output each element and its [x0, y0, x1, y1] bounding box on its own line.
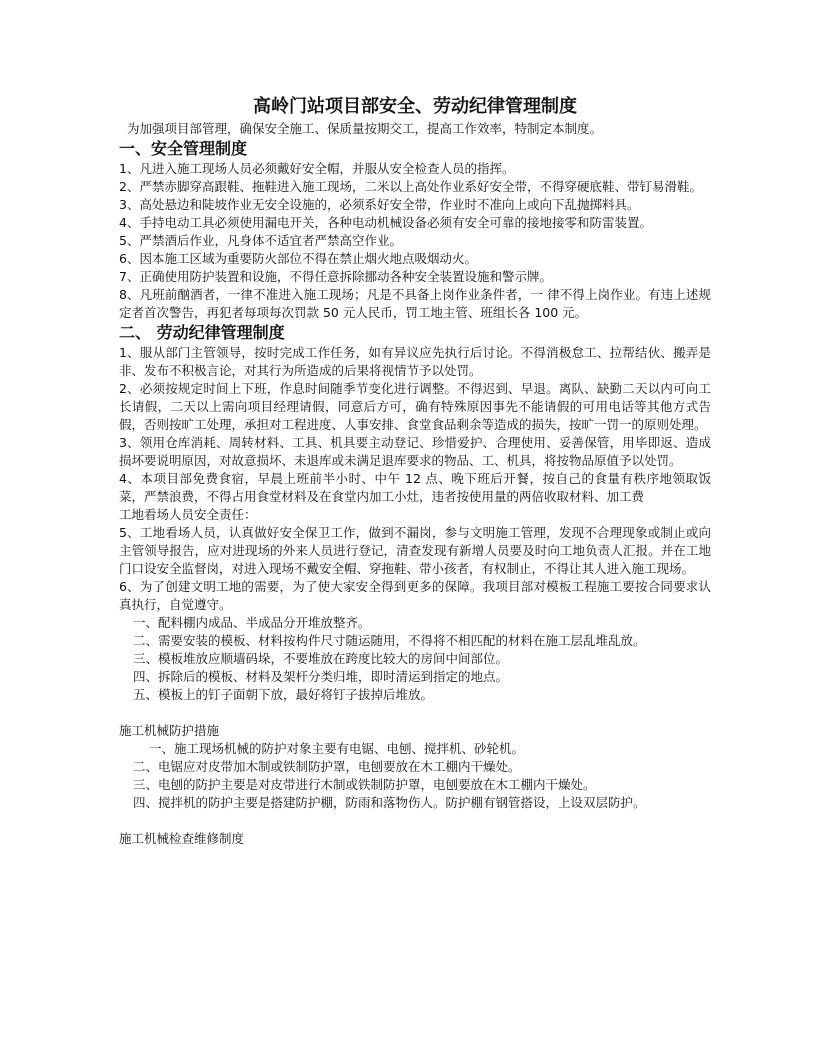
safety-rule: 3、高处悬边和陡坡作业无安全设施的，必须系好安全带，作业时不准向上或向下乱抛掷料具。 — [119, 197, 640, 212]
safety-rule: 8、凡班前酗酒者，一律不准进入施工现场；凡是不具备上岗作业条件者，一 律不得上岗作业。有违上述规定者首次警告，再犯者每项每次罚款 50 元人民币，罚工地主管、班组长各 100 元。 — [119, 287, 711, 320]
blank-line — [119, 812, 711, 830]
safety-rule: 4、手持电动工具必须使用漏电开关，各种电动机械设备必须有安全可靠的接地接零和防雷装置。 — [119, 215, 652, 230]
document-title: 高岭门站项目部安全、劳动纪律管理制度 — [253, 96, 577, 117]
machinery-protection-heading: 施工机械防护措施 — [119, 723, 220, 738]
safety-rule: 5、严禁酒后作业，凡身体不适宜者严禁高空作业。 — [119, 233, 402, 248]
labor-rule: 3、领用仓库消耗、周转材料、工具、机具要主动登记、珍惜爱护、合理使用、妥善保管，用毕即返、造成损坏要说明原因，对故意损坏、未退库或未满足退库要求的物品、工、机具，将按物品原值予以处罚。 — [119, 435, 711, 468]
blank-line — [119, 704, 711, 722]
formwork-rule: 二、需要安装的模板、材料按构件尺寸随运随用，不得将不相匹配的材料在施工层乱堆乱放。 — [133, 633, 646, 648]
labor-rule: 2、必须按规定时间上下班，作息时间随季节变化进行调整。不得迟到、早退。离队、缺勤二天以内可向工长请假，二天以上需向项目经理请假，同意后方可，确有特殊原因事先不能请假的可用电话等其他方式告假，否则按旷工处理，承担对工程进度、人事安排、食堂食品剩余等造成的损失，按旷一罚一的原则处理。 — [119, 381, 711, 432]
safety-rule: 2、严禁赤脚穿高跟鞋、拖鞋进入施工现场，二米以上高处作业系好安全带，不得穿硬底鞋、带钉易滑鞋。 — [119, 179, 702, 194]
machinery-protection-item: 三、电刨的防护主要是对皮带进行木制或铁制防护罩，电刨要放在木工棚内干燥处。 — [133, 777, 596, 792]
labor-rule: 5、工地看场人员，认真做好安全保卫工作，做到不漏岗，参与文明施工管理，发现不合理现象或制止或向主管领导报告，应对进现场的外来人员进行登记，清查发现有新增人员要及时向工地负责人汇报。并在工地门口设安全监督岗，对进入现场不戴安全帽、穿拖鞋、带小孩者，有权制止，不得让其人进入施工现场。 — [119, 525, 711, 576]
section-heading-labor: 二、 劳动纪律管理制度 — [119, 323, 285, 342]
formwork-rule: 一、配料棚内成品、半成品分开堆放整齐。 — [133, 615, 371, 630]
safety-rule: 7、正确使用防护装置和设施，不得任意拆除挪动各种安全装置设施和警示牌。 — [119, 269, 552, 284]
machinery-protection-item: 四、搅拌机的防护主要是搭建防护棚，防雨和落物伤人。防护棚有钢管搭设，上设双层防护。 — [133, 795, 646, 810]
safety-rule: 6、因本施工区域为重要防火部位不得在禁止烟火地点吸烟动火。 — [119, 251, 477, 266]
machinery-protection-item: 二、电锯应对皮带加木制或铁制防护罩，电刨要放在木工棚内干燥处。 — [133, 759, 521, 774]
machinery-protection-item: 一、施工现场机械的防护对象主要有电锯、电刨、搅拌机、砂轮机。 — [149, 741, 525, 756]
section-heading-safety: 一、安全管理制度 — [119, 139, 248, 158]
safety-rule: 1、凡进入施工现场人员必须戴好安全帽，并服从安全检查人员的指挥。 — [119, 161, 515, 176]
labor-rule: 6、为了创建文明工地的需要，为了使大家安全得到更多的保障。我项目部对模板工程施工要按合同要求认真执行，自觉遵守。 — [119, 579, 711, 612]
machinery-maintenance-heading: 施工机械检查维修制度 — [119, 831, 245, 846]
labor-rule: 1、服从部门主管领导，按时完成工作任务，如有异议应先执行后讨论。不得消极怠工、拉帮结伙、搬弄是非、发布不积极言论，对其行为所造成的后果将视情节予以处罚。 — [119, 345, 711, 378]
formwork-rule: 四、拆除后的模板、材料及架杆分类归堆，即时清运到指定的地点。 — [133, 669, 509, 684]
guard-heading: 工地看场人员安全责任： — [119, 507, 257, 522]
formwork-rule: 五、模板上的钉子面朝下放，最好将钉子拔掉后堆放。 — [133, 687, 434, 702]
formwork-rule: 三、模板堆放应顺墙码垛，不要堆放在跨度比较大的房间中间部位。 — [133, 651, 509, 666]
intro-paragraph: 为加强项目部管理，确保安全施工、保质量按期交工，提高工作效率，特制定本制度。 — [127, 121, 603, 136]
labor-rule: 4、本项目部免费食宿，早晨上班前半小时、中午 12 点、晚下班后开餐，按自己的食量有秩序地领取饭菜，严禁浪费，不得占用食堂材料及在食堂内加工小灶，违者按使用量的两倍收取材料、加工费 — [119, 471, 711, 504]
document-page — [119, 96, 711, 848]
